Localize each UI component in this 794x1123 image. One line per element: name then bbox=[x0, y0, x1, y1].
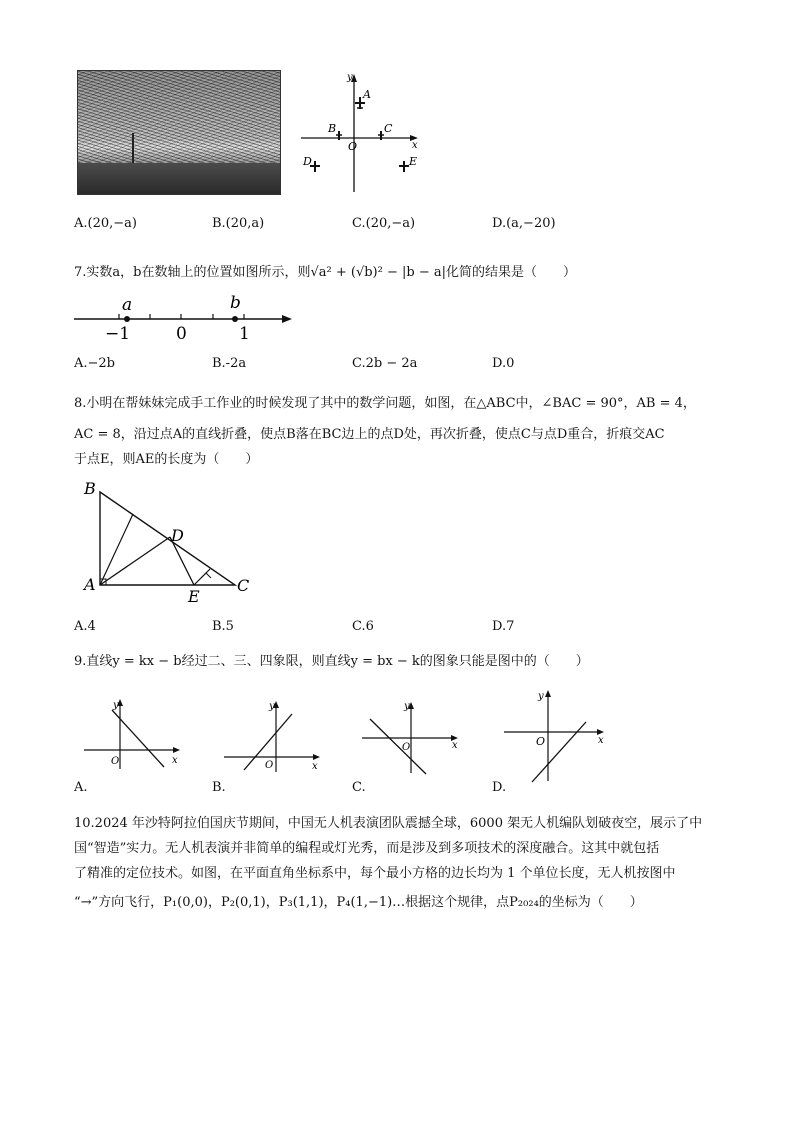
q6-option-a[interactable]: A.(20,−a) bbox=[74, 216, 137, 231]
q8-stem-line3: 于点E，则AE的长度为（ ） bbox=[74, 452, 259, 467]
q9d-x-label: x bbox=[598, 735, 604, 746]
q6-label-b: B bbox=[328, 122, 337, 135]
q10-line4: “→”方向飞行，P₁(0,0)，P₂(0,1)，P₃(1,1)，P₄(1,−1)…根据这个规律，点P₂₀₂₄的坐标为（ ） bbox=[74, 895, 643, 910]
q7-tick-1: 1 bbox=[239, 324, 250, 344]
q8-stem-line2: AC = 8，沿过点A的直线折叠，使点B落在BC边上的点D处，再次折叠，使点C与点D重合，折痕交AC bbox=[74, 427, 665, 442]
plane-e-icon bbox=[399, 161, 409, 172]
q10-line3: 了精准的定位技术。如图，在平面直角坐标系中，每个最小方格的边长均为 1 个单位长度，无人机按图中 bbox=[74, 866, 676, 881]
q9-option-d[interactable]: D. bbox=[492, 780, 507, 795]
q6-coordinate-diagram bbox=[296, 70, 426, 195]
q9c-origin: O bbox=[402, 742, 411, 753]
q6-label-a: A bbox=[363, 88, 371, 101]
q7-point-a bbox=[124, 316, 130, 322]
q8-option-d[interactable]: D.7 bbox=[492, 619, 515, 634]
q9d-origin: O bbox=[536, 735, 546, 748]
q8-stem-line1: 8.小明在帮妹妹完成手工作业的时候发现了其中的数学问题，如图，在△ABC中，∠BAC = 90°，AB = 4， bbox=[74, 396, 696, 411]
q9-graph-c bbox=[362, 694, 466, 774]
q7-option-b[interactable]: B.-2a bbox=[212, 356, 247, 371]
q6-origin: O bbox=[348, 140, 358, 153]
q9-graph-b bbox=[224, 697, 324, 772]
q7-option-a[interactable]: A.−2b bbox=[74, 356, 116, 371]
q6-option-c[interactable]: C.(20,−a) bbox=[352, 216, 416, 231]
q9-option-c[interactable]: C. bbox=[352, 780, 366, 795]
q8-option-c[interactable]: C.6 bbox=[352, 619, 374, 634]
q7-option-d[interactable]: D.0 bbox=[492, 356, 515, 371]
photo-shore bbox=[78, 163, 280, 194]
q7-label-a: a bbox=[122, 295, 133, 315]
q6-label-d: D bbox=[303, 155, 312, 168]
q7-number-line bbox=[74, 292, 294, 342]
q8-triangle-diagram bbox=[78, 478, 258, 608]
q8-option-a[interactable]: A.4 bbox=[74, 619, 96, 634]
q10-line2: 国“智造”实力。无人机表演并非简单的编程或灯光秀，而是涉及到多项技术的深度融合。这其中就包括 bbox=[74, 841, 660, 856]
q9b-y-label: y bbox=[269, 701, 275, 712]
q6-axis-x: x bbox=[412, 140, 418, 151]
q8-label-a: A bbox=[84, 575, 96, 594]
q9c-x-label: x bbox=[452, 740, 458, 751]
q7-tick-neg1: −1 bbox=[105, 324, 131, 344]
q9-stem: 9.直线y = kx − b经过二、三、四象限，则直线y = bx − k的图象只能是图中的（ ） bbox=[74, 654, 589, 669]
q7-label-b: b bbox=[230, 293, 241, 313]
q9-option-a[interactable]: A. bbox=[74, 780, 88, 795]
q9-graph-d bbox=[500, 685, 610, 785]
q6-label-e: E bbox=[409, 155, 418, 168]
q9a-origin: O bbox=[111, 756, 120, 767]
q8-label-b: B bbox=[84, 479, 96, 498]
q7-option-c[interactable]: C.2b − 2a bbox=[352, 356, 418, 371]
q6-option-b[interactable]: B.(20,a) bbox=[212, 216, 265, 231]
q8-option-b[interactable]: B.5 bbox=[212, 619, 234, 634]
q7-stem: 7.实数a，b在数轴上的位置如图所示，则√a² + (√b)² − |b − a|化简的结果是（ ） bbox=[74, 265, 576, 280]
q9a-y-label: y bbox=[113, 700, 119, 711]
q6-label-c: C bbox=[384, 122, 393, 135]
q7-point-b bbox=[232, 316, 238, 322]
q9b-origin: O bbox=[265, 760, 274, 771]
q9-graph-a bbox=[84, 697, 184, 772]
q6-photo bbox=[77, 70, 281, 195]
q7-tick-0: 0 bbox=[176, 324, 187, 344]
q9a-x-label: x bbox=[172, 755, 178, 766]
q8-label-e: E bbox=[188, 587, 200, 606]
q10-line1: 10.2024 年沙特阿拉伯国庆节期间，中国无人机表演团队震撼全球，6000 架无人机编队划破夜空，展示了中 bbox=[74, 816, 703, 831]
q9d-y-label: y bbox=[538, 691, 544, 702]
q8-label-d: D bbox=[171, 526, 184, 545]
q9b-x-label: x bbox=[312, 761, 318, 772]
q8-label-c: C bbox=[237, 576, 250, 595]
q6-option-d[interactable]: D.(a,−20) bbox=[492, 216, 556, 231]
q9-option-b[interactable]: B. bbox=[212, 780, 226, 795]
q9c-y-label: y bbox=[404, 701, 410, 712]
q6-axis-y: y bbox=[347, 72, 353, 83]
